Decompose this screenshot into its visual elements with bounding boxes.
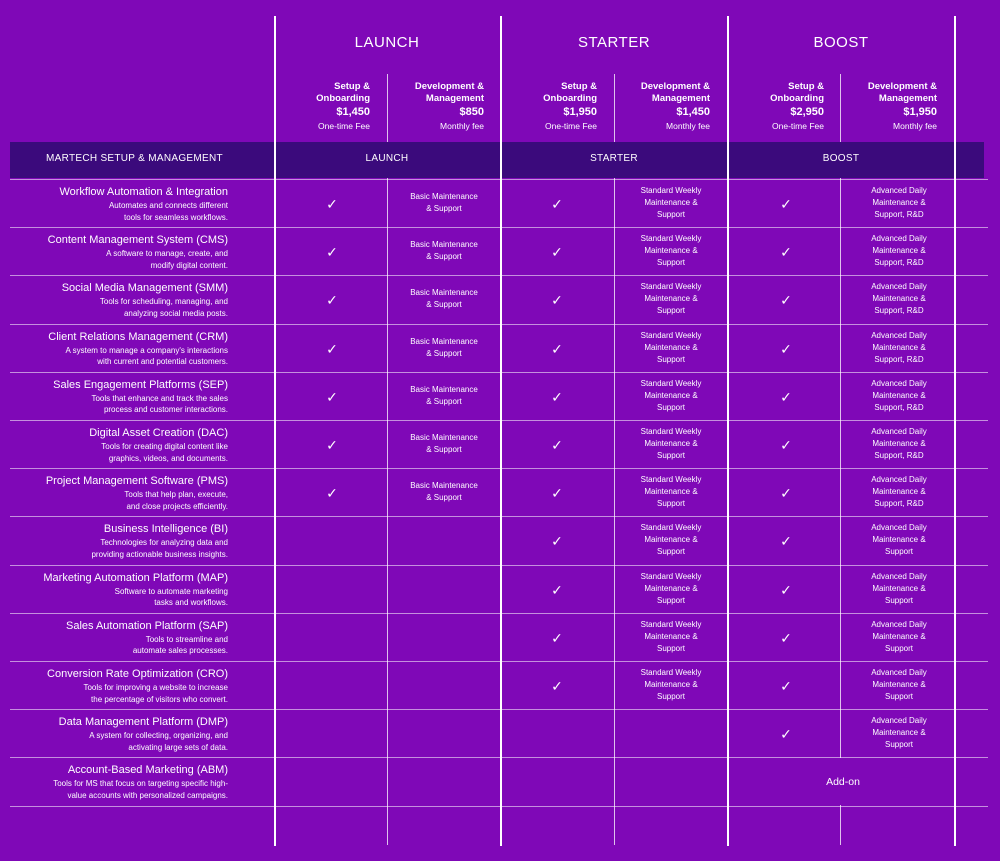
boost-support-text: Advanced Daily Maintenance & Support (871, 523, 927, 557)
feature-title: Digital Asset Creation (DAC) (89, 427, 228, 439)
banner-boost: BOOST (822, 153, 860, 164)
boost-check-icon: ✓ (780, 533, 792, 550)
feature-title: Marketing Automation Platform (MAP) (43, 571, 228, 584)
feature-description: Tools for MS that focus on targeting specific high- value accounts with personalized campaigns. (53, 779, 228, 800)
row-divider (10, 565, 988, 566)
subcolumn-divider (387, 74, 388, 142)
starter-check-icon: ✓ (551, 533, 563, 550)
fee-price: $850 (459, 106, 484, 118)
row-divider (10, 709, 988, 710)
boost-check-icon: ✓ (780, 629, 792, 646)
row-divider (10, 275, 988, 276)
boost-support-text: Advanced Daily Maintenance & Support, R&D (871, 475, 927, 509)
feature-description: A system to manage a company's interactions with current and potential customers. (65, 345, 228, 367)
fee-label: Development & Management (640, 81, 710, 104)
boost-check-icon: ✓ (780, 292, 792, 309)
fee-note: Monthly fee (666, 121, 710, 131)
boost-check-icon: ✓ (780, 726, 792, 743)
starter-support-text: Standard Weekly Maintenance & Support (640, 523, 702, 557)
launch-development-fee (384, 81, 484, 133)
feature-title: Sales Engagement Platforms (SEP) (53, 378, 228, 391)
boost-development-fee (837, 81, 937, 133)
feature-description: Automates and connects different tools for seamless workflows. (108, 201, 228, 222)
fee-label: Development & Management (414, 81, 484, 104)
launch-check-icon: ✓ (326, 485, 338, 502)
boost-support-text: Advanced Daily Maintenance & Support (871, 619, 927, 653)
feature-title: Business Intelligence (BI) (103, 523, 228, 536)
fee-note: Monthly fee (893, 121, 937, 131)
feature-description: Tools that help plan, execute, and close projects efficiently. (124, 490, 228, 511)
starter-check-icon: ✓ (551, 485, 563, 502)
subcolumn-divider (840, 74, 841, 142)
row-divider (10, 324, 988, 325)
feature-title: Account-Based Marketing (ABM) (67, 764, 228, 777)
fee-note: One-time Fee (545, 121, 597, 131)
launch-support-text: Basic Maintenance & Support (410, 336, 478, 358)
feature-description: A system for collecting, organizing, and activating large sets of data. (89, 731, 228, 752)
feature-description: Technologies for analyzing data and providing actionable business insights. (91, 538, 228, 559)
row-divider (10, 420, 988, 421)
feature-title: Workflow Automation & Integration (59, 186, 228, 198)
subcolumn-divider (840, 805, 841, 845)
feature-title: Social Media Management (SMM) (61, 282, 228, 295)
row-divider (10, 757, 988, 758)
plan-title-boost: BOOST (813, 34, 869, 51)
column-divider (274, 16, 276, 846)
boost-check-icon: ✓ (780, 244, 792, 261)
subcolumn-divider (614, 74, 615, 142)
starter-check-icon: ✓ (551, 678, 563, 694)
launch-check-icon: ✓ (326, 196, 338, 212)
banner-title: MARTECH SETUP & MANAGEMENT (46, 153, 223, 164)
starter-support-text: Standard Weekly Maintenance & Support (640, 619, 702, 653)
boost-check-icon: ✓ (780, 678, 792, 694)
launch-support-text: Basic Maintenance & Support (410, 433, 478, 454)
fee-note: Monthly fee (440, 121, 484, 131)
starter-check-icon: ✓ (551, 292, 563, 309)
launch-support-text: Basic Maintenance & Support (410, 384, 478, 406)
fee-label: Development & Management (867, 81, 937, 104)
row-divider (10, 806, 988, 807)
row-divider (10, 468, 988, 469)
launch-setup-fee (270, 81, 370, 133)
boost-support-text: Advanced Daily Maintenance & Support, R&D (871, 378, 927, 412)
row-divider (10, 372, 988, 373)
row-divider (10, 661, 988, 662)
row-divider (10, 179, 988, 180)
fee-note: One-time Fee (772, 121, 824, 131)
boost-support-text: Advanced Daily Maintenance & Support, R&D (871, 330, 927, 364)
row-divider (10, 227, 988, 228)
plan-title-starter: STARTER (577, 34, 651, 51)
launch-check-icon: ✓ (326, 437, 338, 453)
starter-development-fee (610, 81, 710, 133)
starter-check-icon: ✓ (551, 340, 563, 357)
subcolumn-divider (387, 178, 388, 845)
boost-check-icon: ✓ (780, 437, 792, 453)
boost-support-text: Advanced Daily Maintenance & Support, R&D (871, 427, 927, 460)
feature-description: Tools for scheduling, managing, and analyzing social media posts. (99, 297, 228, 318)
fee-price: $2,950 (790, 106, 824, 118)
starter-check-icon: ✓ (551, 581, 563, 598)
fee-label: Setup & Onboarding (543, 81, 597, 104)
feature-title: Data Management Platform (DMP) (58, 716, 228, 729)
launch-check-icon: ✓ (326, 388, 338, 405)
boost-check-icon: ✓ (780, 196, 792, 212)
starter-check-icon: ✓ (551, 629, 563, 646)
starter-check-icon: ✓ (551, 244, 563, 261)
fee-note: One-time Fee (318, 121, 370, 131)
boost-support-text: Advanced Daily Maintenance & Support (871, 571, 927, 605)
starter-support-text: Standard Weekly Maintenance & Support (640, 427, 702, 460)
feature-title: Project Management Software (PMS) (45, 475, 228, 488)
launch-support-text: Basic Maintenance & Support (410, 288, 478, 310)
boost-check-icon: ✓ (780, 340, 792, 357)
banner-starter: STARTER (590, 153, 638, 164)
fee-price: $1,450 (336, 106, 370, 118)
row-divider (10, 516, 988, 517)
starter-support-text: Standard Weekly Maintenance & Support (640, 282, 702, 316)
launch-check-icon: ✓ (326, 244, 338, 261)
launch-support-text: Basic Maintenance & Support (410, 240, 478, 262)
boost-setup-fee (724, 81, 824, 133)
starter-check-icon: ✓ (551, 437, 563, 453)
starter-check-icon: ✓ (551, 196, 563, 212)
starter-support-text: Standard Weekly Maintenance & Support (640, 571, 702, 605)
launch-support-text: Basic Maintenance & Support (410, 192, 478, 213)
feature-description: Tools that enhance and track the sales process and customer interactions. (91, 393, 228, 415)
starter-support-text: Standard Weekly Maintenance & Support (640, 330, 702, 364)
starter-support-text: Standard Weekly Maintenance & Support (640, 234, 702, 268)
plan-title-launch: LAUNCH (354, 34, 420, 51)
feature-description: Software to automate marketing tasks and workflows. (114, 586, 228, 608)
fee-price: $1,950 (903, 106, 937, 118)
boost-support-text: Advanced Daily Maintenance & Support (871, 716, 927, 750)
column-divider (500, 16, 502, 846)
starter-support-text: Standard Weekly Maintenance & Support (640, 668, 702, 701)
starter-setup-fee (497, 81, 597, 133)
column-divider (727, 16, 729, 846)
banner-launch: LAUNCH (365, 153, 409, 164)
subcolumn-divider (614, 178, 615, 845)
boost-support-text: Advanced Daily Maintenance & Support, R&D (871, 186, 927, 219)
feature-description: A software to manage, create, and modify digital content. (106, 249, 228, 270)
fee-price: $1,450 (676, 106, 710, 118)
boost-check-icon: ✓ (780, 581, 792, 598)
fee-price: $1,950 (563, 106, 597, 118)
boost-addon-label: Add-on (826, 776, 860, 789)
fee-label: Setup & Onboarding (316, 81, 370, 104)
launch-support-text: Basic Maintenance & Support (410, 481, 478, 503)
feature-description: Tools for improving a website to increase the percentage of visitors who convert. (83, 683, 228, 704)
fee-label: Setup & Onboarding (770, 81, 824, 104)
boost-support-text: Advanced Daily Maintenance & Support (871, 668, 927, 701)
starter-support-text: Standard Weekly Maintenance & Support (640, 186, 702, 219)
launch-check-icon: ✓ (326, 340, 338, 357)
column-divider (954, 16, 956, 846)
feature-title: Sales Automation Platform (SAP) (65, 619, 228, 632)
feature-description: Tools to streamline and automate sales processes. (132, 634, 228, 656)
launch-check-icon: ✓ (326, 292, 338, 309)
feature-title: Content Management System (CMS) (47, 234, 228, 247)
feature-title: Conversion Rate Optimization (CRO) (47, 668, 228, 680)
starter-check-icon: ✓ (551, 388, 563, 405)
boost-support-text: Advanced Daily Maintenance & Support, R&D (871, 282, 927, 316)
boost-check-icon: ✓ (780, 388, 792, 405)
boost-support-text: Advanced Daily Maintenance & Support, R&D (871, 234, 927, 268)
feature-description: Tools for creating digital content like graphics, videos, and documents. (101, 442, 228, 463)
starter-support-text: Standard Weekly Maintenance & Support (640, 475, 702, 509)
feature-title: Client Relations Management (CRM) (48, 330, 228, 343)
row-divider (10, 613, 988, 614)
starter-support-text: Standard Weekly Maintenance & Support (640, 378, 702, 412)
boost-check-icon: ✓ (780, 485, 792, 502)
